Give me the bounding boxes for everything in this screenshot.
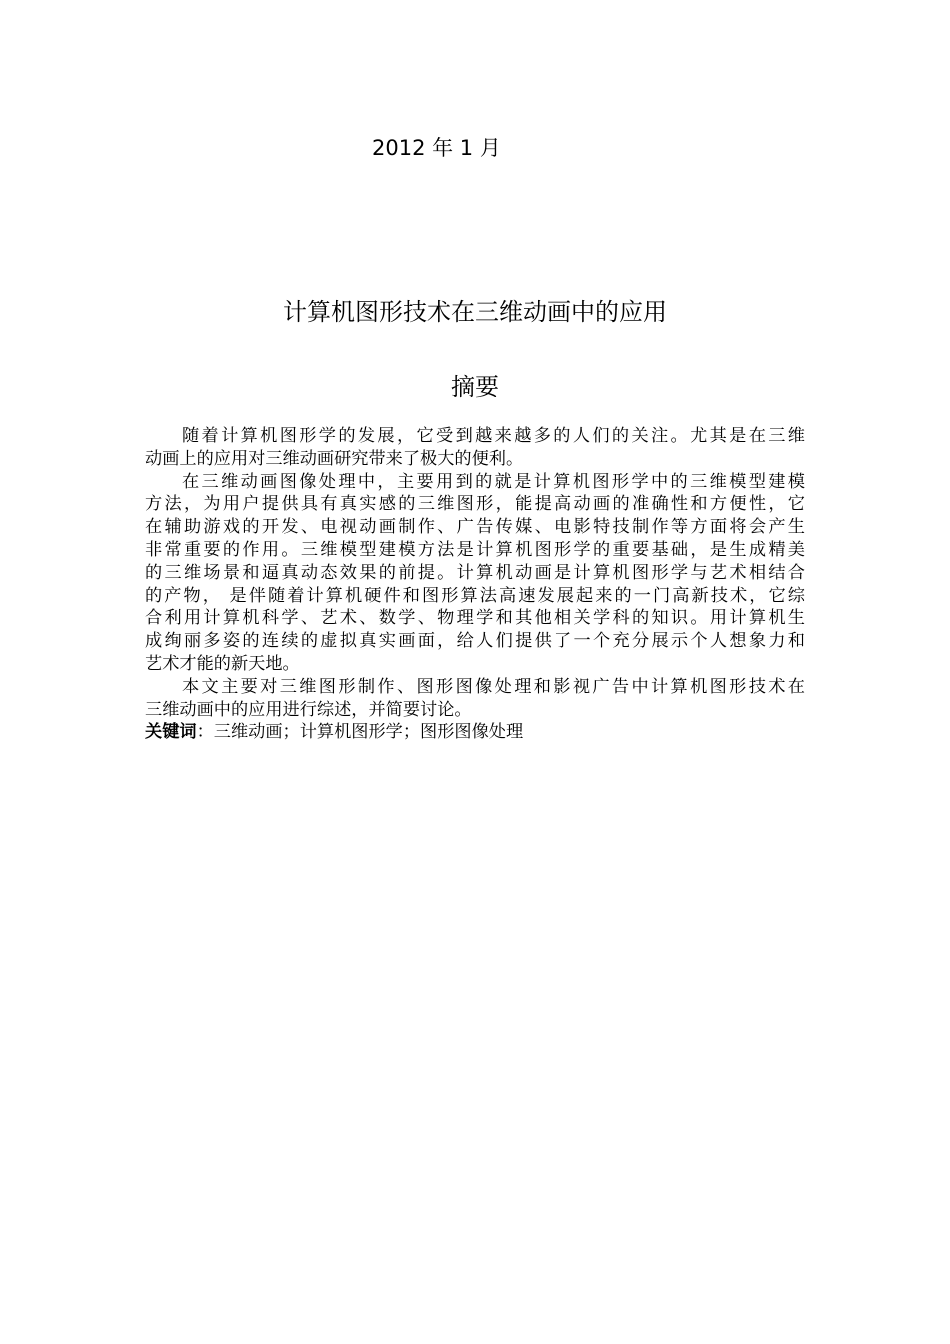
abstract-body bbox=[145, 425, 805, 744]
abstract-heading: 摘要 bbox=[451, 373, 499, 401]
paragraph-line: 三维动画中的应用进行综述，并简要讨论。 bbox=[145, 699, 472, 720]
paragraph-line: 在三维动画图像处理中，主要用到的就是计算机图形学中的三维模型建模 bbox=[182, 471, 805, 492]
paragraph-line: 非常重要的作用。三维模型建模方法是计算机图形学的重要基础，是生成精美 bbox=[145, 539, 805, 560]
keywords-text: 三维动画；计算机图形学；图形图像处理 bbox=[213, 722, 524, 743]
abstract-paragraph-2 bbox=[145, 471, 805, 676]
paragraph-line: 在辅助游戏的开发、电视动画制作、广告传媒、电影特技制作等方面将会产生 bbox=[145, 517, 805, 538]
paragraph-line: 合利用计算机科学、艺术、数学、物理学和其他相关学科的知识。用计算机生 bbox=[145, 608, 805, 629]
paragraph-line: 艺术才能的新天地。 bbox=[145, 653, 300, 674]
paragraph-line: 本文主要对三维图形制作、图形图像处理和影视广告中计算机图形技术在 bbox=[182, 676, 805, 697]
document-date: 2012 年 1 月 bbox=[372, 136, 501, 160]
abstract-paragraph-1 bbox=[145, 425, 805, 471]
paragraph-line: 方法，为用户提供具有真实感的三维图形，能提高动画的准确性和方便性，它 bbox=[145, 494, 805, 515]
paragraph-line: 的三维场景和逼真动态效果的前提。计算机动画是计算机图形学与艺术相结合 bbox=[145, 562, 805, 583]
keywords-separator: ： bbox=[196, 722, 214, 743]
keywords-line bbox=[145, 721, 805, 744]
paragraph-line: 动画上的应用对三维动画研究带来了极大的便利。 bbox=[145, 448, 524, 469]
paragraph-line: 成绚丽多姿的连续的虚拟真实画面，给人们提供了一个充分展示个人想象力和 bbox=[145, 631, 805, 652]
abstract-paragraph-3 bbox=[145, 676, 805, 722]
paragraph-line: 的产物， 是伴随着计算机硬件和图形算法高速发展起来的一门高新技术，它综 bbox=[145, 585, 805, 606]
paragraph-line: 随着计算机图形学的发展，它受到越来越多的人们的关注。尤其是在三维 bbox=[182, 426, 805, 446]
keywords-label: 关键词 bbox=[145, 722, 197, 743]
document-title: 计算机图形技术在三维动画中的应用 bbox=[283, 298, 667, 326]
